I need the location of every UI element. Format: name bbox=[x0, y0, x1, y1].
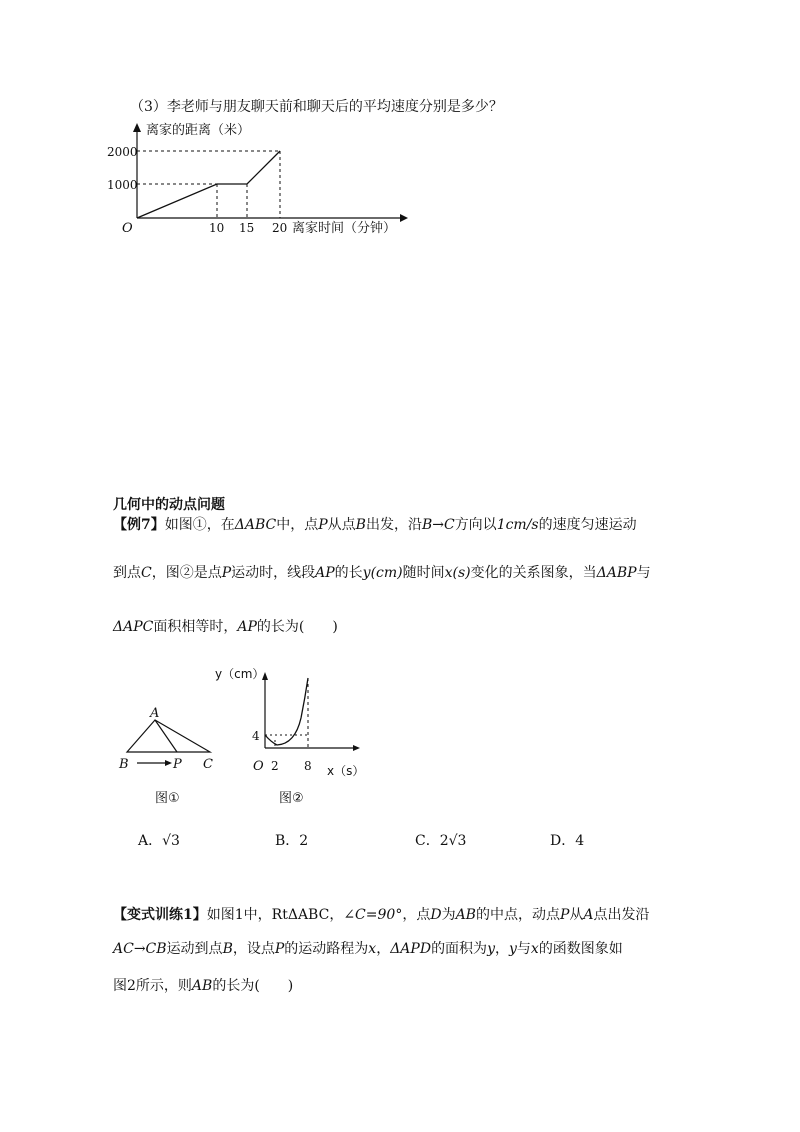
math-b-to-c: B→C bbox=[421, 517, 455, 533]
figure-2-graph bbox=[215, 658, 375, 808]
math-ap: AP bbox=[237, 619, 257, 635]
fig2-xtick-8: 8 bbox=[304, 759, 312, 773]
text-span: 随时间 bbox=[402, 565, 445, 581]
text-span: 的长为 bbox=[256, 619, 299, 635]
variant1-tag: 【变式训练1】 bbox=[113, 907, 207, 923]
text-span: 的长 bbox=[334, 565, 363, 581]
text-span: 的运动路程为 bbox=[284, 941, 369, 957]
y-axis-arrow-icon bbox=[133, 123, 141, 132]
math-ap: AP bbox=[315, 565, 335, 581]
math-b: B bbox=[355, 517, 366, 533]
text-span: 的中点，动点 bbox=[475, 907, 560, 923]
example7-line1 bbox=[113, 516, 637, 534]
math-apc: ΔAPC bbox=[113, 619, 154, 635]
option-b-label: B． bbox=[275, 833, 300, 849]
example7-line2 bbox=[113, 564, 651, 582]
x-axis-arrow-icon bbox=[400, 214, 408, 222]
math-p: P bbox=[221, 565, 232, 581]
math-y: y bbox=[487, 941, 495, 957]
ytick-2000: 2000 bbox=[107, 145, 138, 159]
text-span: 运动到点 bbox=[166, 941, 223, 957]
text-span: ， bbox=[494, 941, 509, 957]
graph1-origin: O bbox=[122, 221, 133, 236]
text-span: 变化的关系图象，当 bbox=[470, 565, 597, 581]
xtick-15: 15 bbox=[239, 221, 255, 235]
text-span: 从点 bbox=[327, 517, 356, 533]
text-span: 中，点 bbox=[276, 517, 319, 533]
text-span: 的长为 bbox=[212, 978, 255, 994]
text-span: 与 bbox=[636, 565, 651, 581]
example7-line3 bbox=[113, 618, 338, 636]
math-y-cm: y(cm) bbox=[362, 565, 403, 581]
distance-line bbox=[137, 151, 280, 218]
triangle-abc bbox=[127, 720, 210, 752]
distance-time-graph bbox=[107, 118, 410, 240]
math-ab: AB bbox=[191, 978, 213, 994]
fig1-label-c: C bbox=[203, 757, 213, 772]
math-b: B bbox=[222, 941, 233, 957]
text-span: 为 bbox=[441, 907, 456, 923]
graph1-ylabel: 离家的距离（米） bbox=[146, 123, 251, 138]
variant1-line1 bbox=[113, 906, 650, 924]
fig1-label-a: A bbox=[150, 706, 160, 721]
option-c-value: 2√3 bbox=[439, 833, 467, 849]
option-a-value: √3 bbox=[162, 833, 180, 849]
variant1-line3 bbox=[113, 977, 293, 995]
text-span: ， bbox=[329, 907, 344, 923]
figure-1-triangle bbox=[115, 700, 225, 810]
fig2-origin: O bbox=[253, 759, 264, 774]
text-span: 与 bbox=[516, 941, 531, 957]
variant1-line2 bbox=[113, 940, 623, 958]
section-title: 几何中的动点问题 bbox=[113, 497, 225, 513]
math-y: y bbox=[508, 941, 517, 957]
math-ab: AB bbox=[455, 907, 476, 923]
math-abp: ΔABP bbox=[596, 565, 637, 581]
fig2-xtick-2: 2 bbox=[271, 759, 279, 773]
text-span: 的函数图象如 bbox=[538, 941, 623, 957]
text-span: 如图1中， bbox=[206, 907, 272, 923]
math-c: C bbox=[141, 565, 152, 581]
text-span: 到点 bbox=[113, 565, 141, 581]
fig1-label-b: B bbox=[119, 757, 129, 772]
xtick-20: 20 bbox=[272, 221, 288, 235]
graph1-xlabel: 离家时间（分钟） bbox=[292, 221, 397, 236]
option-c[interactable] bbox=[415, 830, 466, 850]
math-p: P bbox=[274, 941, 285, 957]
fig2-caption: 图② bbox=[279, 791, 304, 806]
option-d[interactable] bbox=[550, 830, 584, 850]
fig2-ytick-4: 4 bbox=[252, 729, 260, 743]
math-d: D bbox=[430, 907, 442, 923]
option-a-label: A． bbox=[138, 833, 163, 849]
option-b-value: 2 bbox=[299, 833, 309, 849]
question-3-text: （3）李老师与朋友聊天前和聊天后的平均速度分别是多少？ bbox=[130, 99, 503, 115]
fig1-label-p: P bbox=[173, 757, 182, 772]
fig2-xlabel: x（s） bbox=[327, 764, 365, 778]
text-span: ， bbox=[376, 941, 391, 957]
text-span: 面积相等时， bbox=[153, 619, 238, 635]
option-b[interactable] bbox=[275, 830, 308, 850]
xtick-10: 10 bbox=[209, 221, 225, 235]
math-abc: ΔABC bbox=[234, 517, 277, 533]
math-x-s: x(s) bbox=[444, 565, 471, 581]
math-angle-c: ∠C=90° bbox=[343, 907, 403, 923]
text-span: 的面积为 bbox=[431, 941, 488, 957]
math-ac-cb: AC→CB bbox=[113, 941, 167, 957]
text-span: 如图①，在 bbox=[164, 517, 235, 533]
text-span: 方向以 bbox=[454, 517, 497, 533]
text-span: ，点 bbox=[402, 907, 431, 923]
option-c-label: C． bbox=[415, 833, 440, 849]
math-speed: 1cm/s bbox=[496, 517, 539, 533]
text-span: 点出发沿 bbox=[593, 907, 650, 923]
fig2-ylabel: y（cm） bbox=[215, 667, 265, 681]
fig2-x-arrow-icon bbox=[353, 745, 360, 751]
math-a: A bbox=[583, 907, 594, 923]
text-span: ，设点 bbox=[232, 941, 275, 957]
math-p: P bbox=[318, 517, 328, 533]
ytick-1000: 1000 bbox=[107, 178, 138, 192]
math-apd: ΔAPD bbox=[390, 941, 432, 957]
option-d-label: D． bbox=[550, 833, 576, 849]
text-span: ，图②是点 bbox=[151, 565, 222, 581]
text-span: 从 bbox=[569, 907, 584, 923]
math-p: P bbox=[559, 907, 570, 923]
math-x: x bbox=[530, 941, 539, 957]
option-d-value: 4 bbox=[575, 833, 585, 849]
text-span: 出发，沿 bbox=[365, 517, 422, 533]
answer-paren: ( ) bbox=[254, 978, 294, 994]
fig1-caption: 图① bbox=[155, 791, 180, 806]
math-rt-abc: RtΔABC bbox=[271, 907, 330, 923]
example7-tag: 【例7】 bbox=[113, 517, 165, 533]
text-span: 图2所示，则 bbox=[113, 978, 192, 994]
answer-paren: ( ) bbox=[298, 619, 338, 635]
text-span: 的速度匀速运动 bbox=[538, 517, 637, 533]
segment-ap bbox=[155, 720, 177, 752]
text-span: 运动时，线段 bbox=[231, 565, 316, 581]
option-a[interactable] bbox=[138, 830, 180, 850]
arrow-head-icon bbox=[165, 760, 172, 766]
math-x: x bbox=[368, 941, 377, 957]
